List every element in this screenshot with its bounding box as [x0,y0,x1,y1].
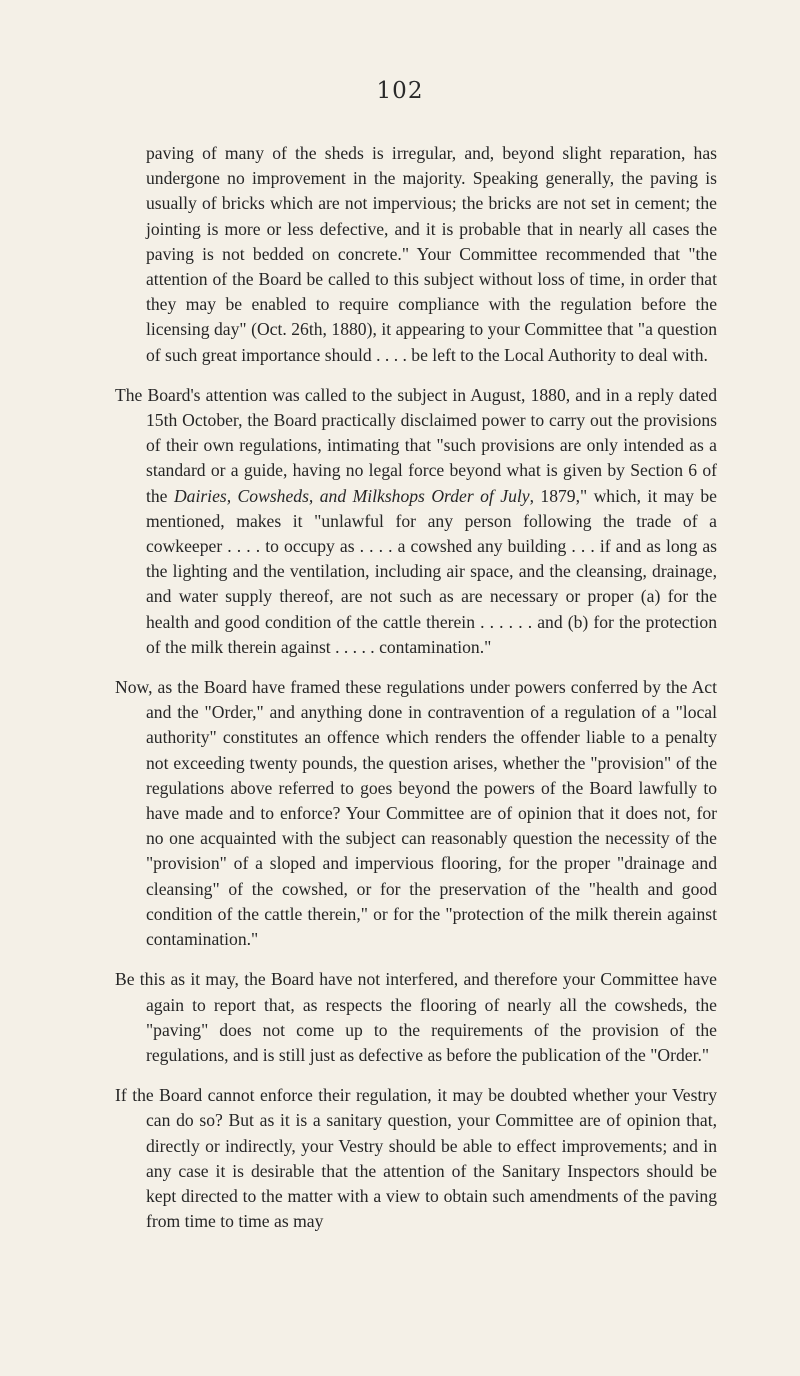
paragraph-text-after-title: , 1879," which, it may be mentioned, makes it "unlawful for any person following the trade of a cowkeeper . . . . to occupy as . . . . a cowshed any building . . . if and as long as the lighting and the ventilation, including air space, and the cleansing, drainage, and water supply thereof, are not such as are necessary or proper (a) for the health and good condition of the cattle therein . . . . . . and (b) for the protection of the milk therein against . . . . . contamination." [146,485,717,657]
order-title-italic: Dairies, Cowsheds, and Milkshops Order of July [173,485,530,506]
body-text [115,141,717,1234]
paragraph-vestry-enforcement: If the Board cannot enforce their regulation, it may be doubted whether your Vestry can do so? But as it is a sanitary question, your Committee are of opinion that, directly or indirectly, your Vestry should be able to effect improvements; and in any case it is desirable that the attention of the Sanitary Inspectors should be kept directed to the matter with a view to obtain such amendments of the paving from time to time as may [115,1085,717,1232]
paragraph-text-before-title: The Board's attention was called to the subject in August, 1880, and in a reply dated 15th October, the Board practically disclaimed power to carry out the provisions of their own regulations, intimating that "such provisions are only intended as a standard or a guide, having no legal force beyond what is given by Section 6 of the [115,384,717,506]
paragraph-board-attention [115,383,717,660]
paragraph-powers-question: Now, as the Board have framed these regulations under powers conferred by the Act and the "Order," and anything done in contravention of a regulation of a "local authority" constitutes an offence which renders the offender liable to a penalty not exceeding twenty pounds, the question arises, whether the "provision" of the regulations above referred to goes beyond the powers of the Board lawfully to have made and to enforce? Your Committee are of opinion that it does not, for no one acquainted with the subject can reasonably question the necessity of the "provision" of a sloped and impervious flooring, for the proper "drainage and cleansing" of the cowshed, or for the preservation of the "health and good condition of the cattle therein," or for the "protection of the milk therein against contamination." [115,677,717,950]
paragraph-board-not-interfered: Be this as it may, the Board have not interfered, and therefore your Committee have again to report that, as respects the flooring of nearly all the cowsheds, the "paving" does not come up to the requirements of the provision of the regulations, and is still just as defective as before the publication of the "Order." [115,969,717,1065]
page-number: 102 [376,78,424,104]
paragraph-continuation: paving of many of the sheds is irregular, and, beyond slight reparation, has undergone no improvement in the majority. Speaking generally, the paving is usually of bricks which are not impervious; the bricks are not set in cement; the jointing is more or less defective, and it is probable that in nearly all cases the paving is not bedded on concrete." Your Committee recommended that "the attention of the Board be called to this subject without loss of time, in order that they may be enabled to require compliance with the regulation before the licensing day" (Oct. 26th, 1880), it appearing to your Committee that "a question of such great importance should . . . . be left to the Local Authority to deal with. [146,143,717,365]
